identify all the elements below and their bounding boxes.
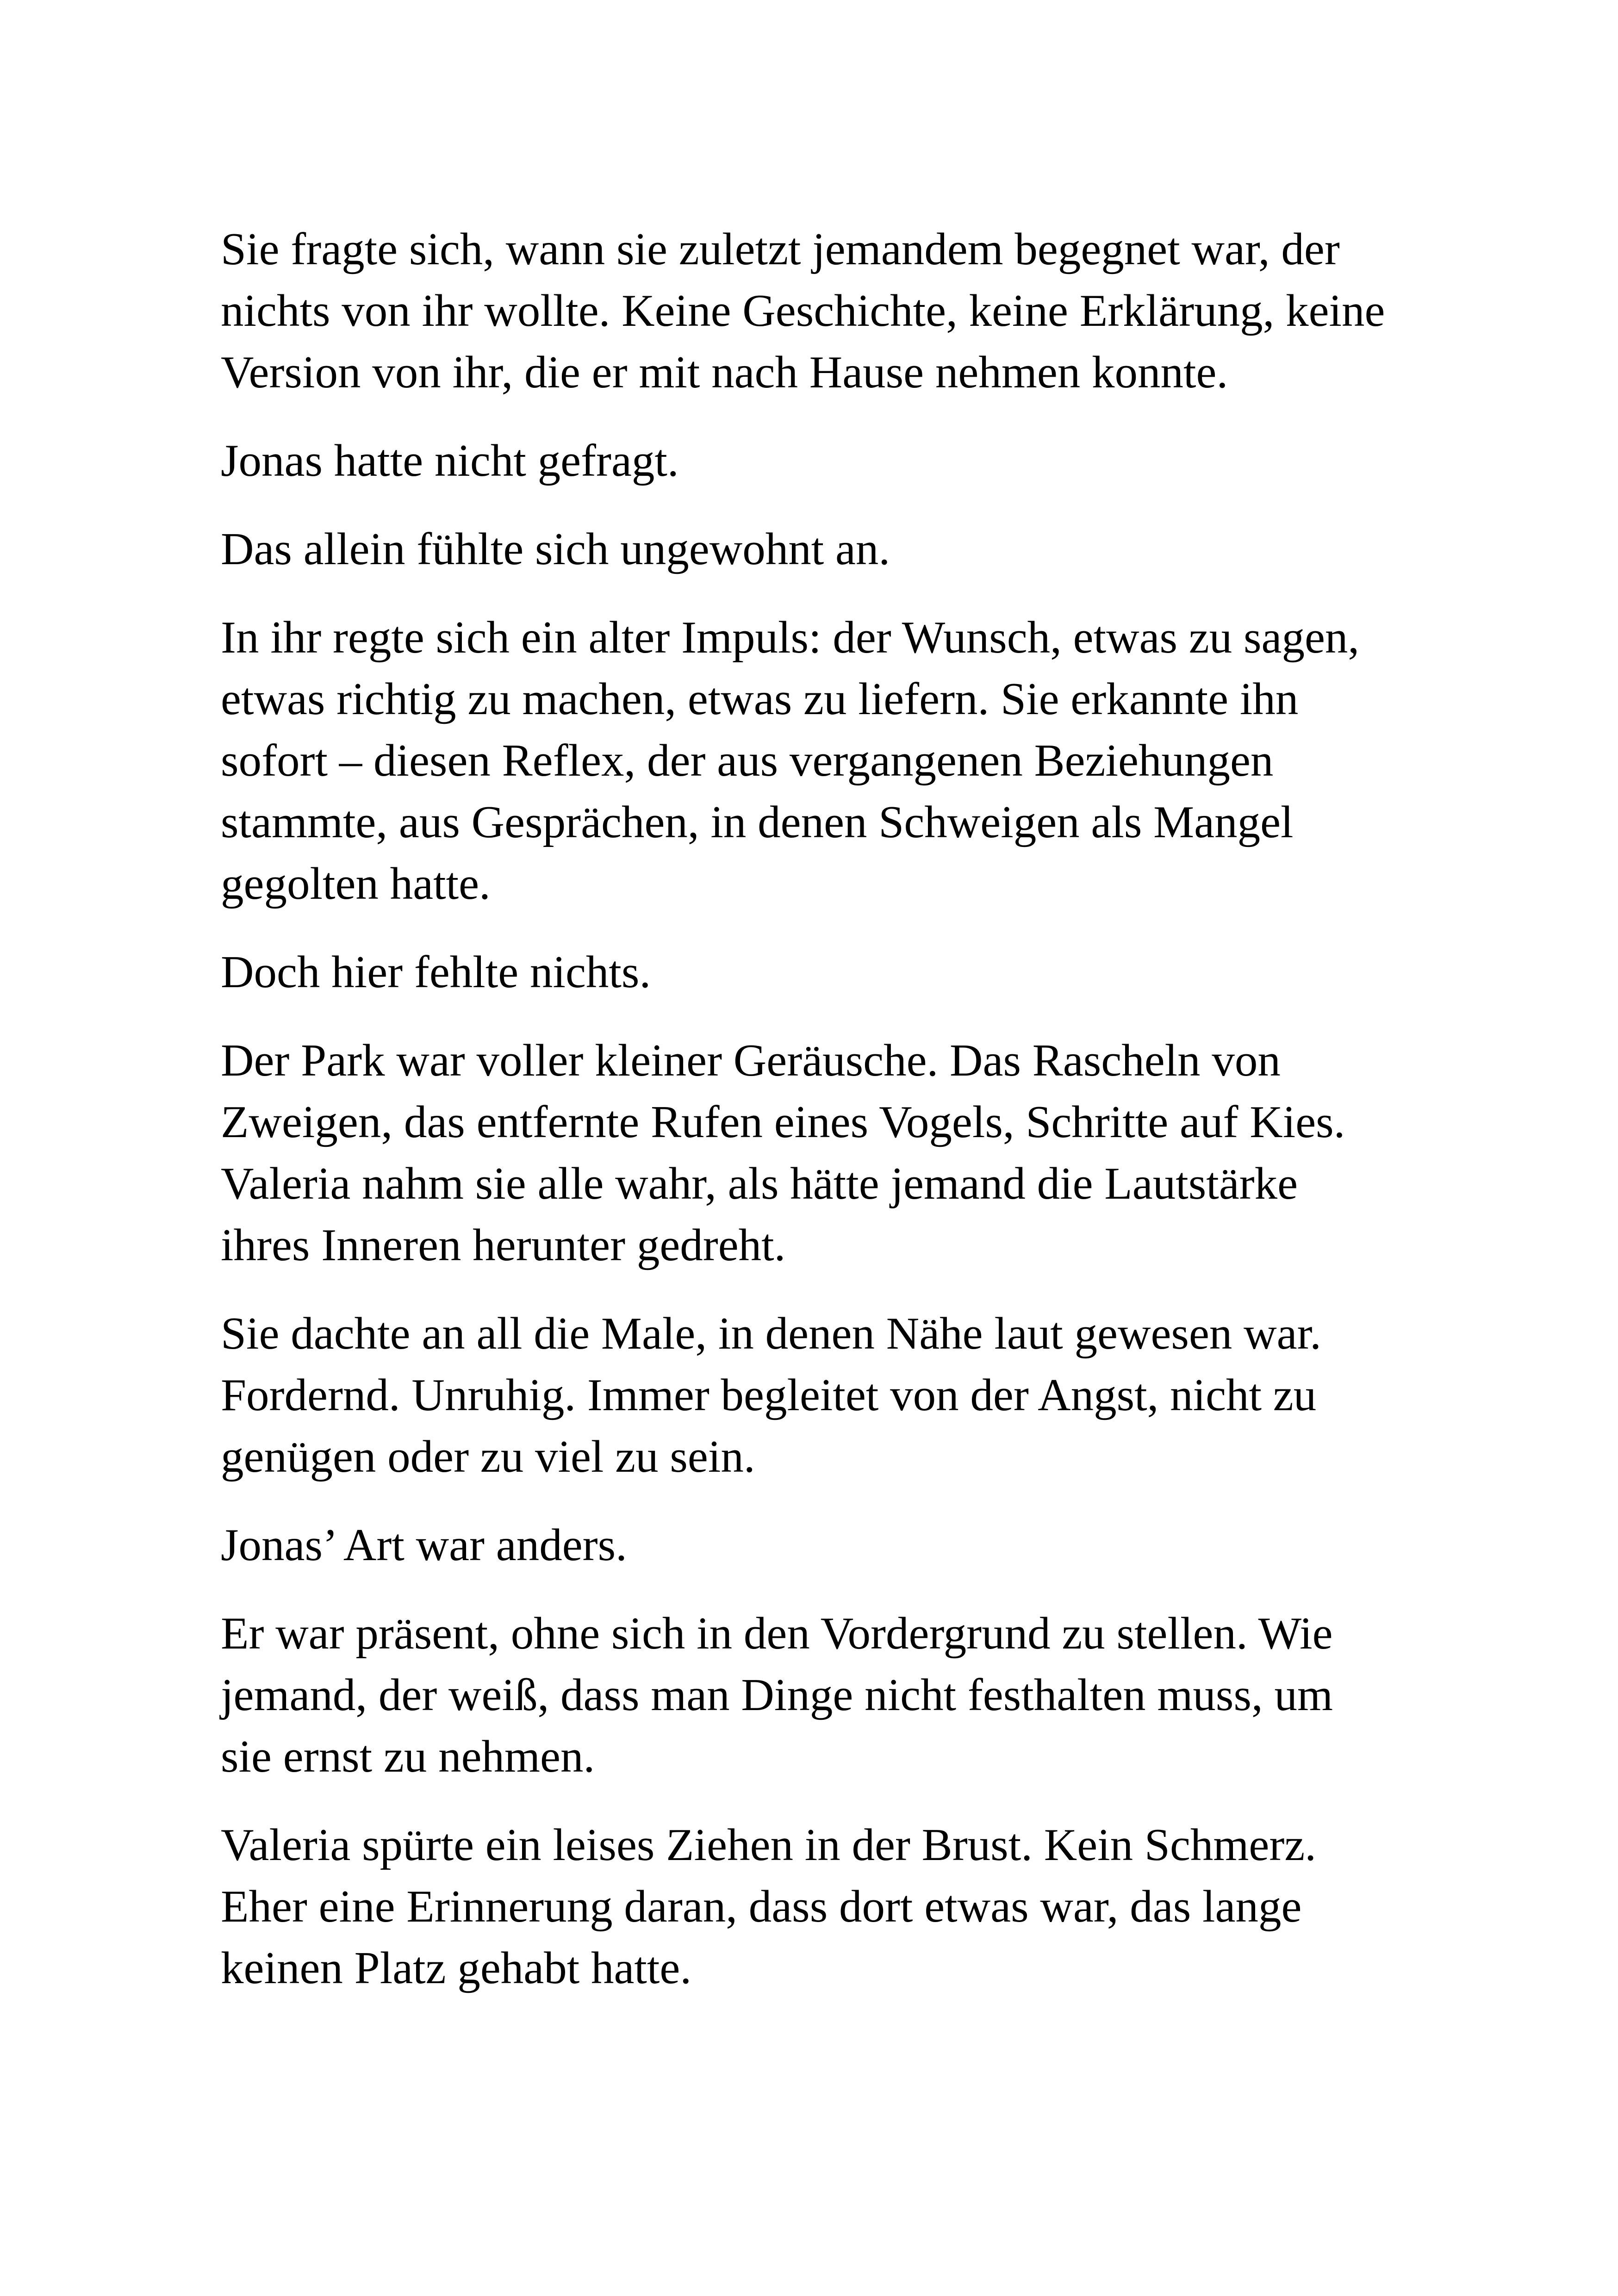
paragraph-7 <box>221 1303 1424 1487</box>
text-line: sofort – diesen Reflex, der aus vergangenen Beziehungen <box>221 735 1274 786</box>
text-line: keinen Platz gehabt hatte. <box>221 1943 692 1993</box>
text-line: Valeria nahm sie alle wahr, als hätte jemand die Lautstärke <box>221 1158 1298 1209</box>
text-line: Eher eine Erinnerung daran, dass dort etwas war, das lange <box>221 1881 1302 1932</box>
text-line: Valeria spürte ein leises Ziehen in der Brust. Kein Schmerz. <box>221 1820 1317 1870</box>
paragraph-10 <box>221 1814 1424 1999</box>
text-line: Zweigen, das entfernte Rufen eines Vogels, Schritte auf Kies. <box>221 1097 1345 1147</box>
body-text <box>221 218 1424 2026</box>
text-line: Fordernd. Unruhig. Immer begleitet von der Angst, nicht zu <box>221 1370 1317 1420</box>
text-line: Der Park war voller kleiner Geräusche. Das Rascheln von <box>221 1035 1281 1086</box>
paragraph-5 <box>221 941 1424 1003</box>
paragraph-8 <box>221 1514 1424 1576</box>
text-line: stammte, aus Gesprächen, in denen Schweigen als Mangel <box>221 797 1294 847</box>
text-line: Das allein fühlte sich ungewohnt an. <box>221 524 890 574</box>
text-line: ihres Inneren herunter gedreht. <box>221 1220 786 1270</box>
text-line: sie ernst zu nehmen. <box>221 1731 595 1782</box>
text-line: gegolten hatte. <box>221 859 491 909</box>
paragraph-3 <box>221 518 1424 580</box>
paragraph-2 <box>221 430 1424 492</box>
paragraph-1 <box>221 218 1424 403</box>
text-line: Doch hier fehlte nichts. <box>221 947 651 997</box>
paragraph-9 <box>221 1603 1424 1787</box>
text-line: In ihr regte sich ein alter Impuls: der Wunsch, etwas zu sagen, <box>221 612 1360 663</box>
text-line: Sie fragte sich, wann sie zuletzt jemandem begegnet war, der <box>221 224 1340 274</box>
text-line: Sie dachte an all die Male, in denen Nähe laut gewesen war. <box>221 1308 1321 1359</box>
text-line: genügen oder zu viel zu sein. <box>221 1431 755 1482</box>
text-line: Er war präsent, ohne sich in den Vordergrund zu stellen. Wie <box>221 1608 1333 1659</box>
text-line: jemand, der weiß, dass man Dinge nicht festhalten muss, um <box>221 1670 1333 1720</box>
paragraph-6 <box>221 1030 1424 1276</box>
text-line: nichts von ihr wollte. Keine Geschichte, keine Erklärung, keine <box>221 286 1385 336</box>
text-line: Version von ihr, die er mit nach Hause nehmen konnte. <box>221 347 1228 398</box>
paragraph-4 <box>221 607 1424 915</box>
text-line: Jonas’ Art war anders. <box>221 1520 627 1570</box>
text-line: Jonas hatte nicht gefragt. <box>221 436 679 486</box>
text-line: etwas richtig zu machen, etwas zu liefern. Sie erkannte ihn <box>221 674 1299 724</box>
